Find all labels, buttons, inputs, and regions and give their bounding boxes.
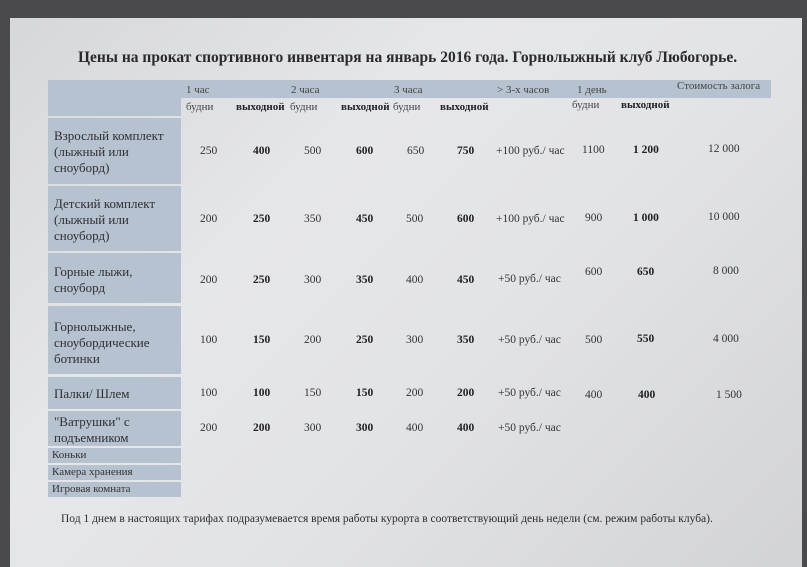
price-cell: +50 руб./ час [498,273,561,285]
daytype-weekend: выходной [621,99,670,111]
price-cell: 150 [304,387,322,399]
price-cell: 400 [457,422,475,434]
price-cell: 100 [200,387,218,399]
price-cell: 300 [304,274,322,286]
item-name: Горные лыжи, сноуборд [54,264,133,295]
price-cell: +50 руб./ час [498,422,561,434]
price-cell: 750 [457,145,475,157]
price-cell: 900 [585,212,603,224]
price-cell: 450 [457,274,475,286]
item-name: Горнолыжные, сноубордические ботинки [54,319,150,366]
deposit-cell: 10 000 [708,211,740,223]
daytype-weekend: выходной [341,101,390,113]
price-cell: 300 [356,422,374,434]
price-cell: 250 [253,213,271,225]
footnote: Под 1 днем в настоящих тарифах подразумевается время работы курорта в соответствующий день недели (см. режим работы клуба). [61,513,713,525]
period-1day: 1 день [577,84,607,96]
price-cell: 150 [356,387,374,399]
deposit-cell: 8 000 [713,265,739,277]
daytype-weekend: выходной [236,101,285,113]
item-name: Взрослый комплект (лыжный или сноуборд) [54,128,164,175]
daytype-weekday: будни [186,101,214,113]
price-cell: 400 [406,274,424,286]
period-deposit: Стоимость залога [677,80,761,92]
item-name: Камера хранения [52,466,133,478]
price-cell: 1 200 [633,144,659,156]
price-cell: 250 [253,274,271,286]
price-cell: 600 [356,145,374,157]
price-cell: 200 [200,213,218,225]
page-title: Цены на прокат спортивного инвентаря на январь 2016 года. Горнолыжный клуб Любогорье. [78,49,738,66]
price-cell: 200 [253,422,271,434]
daytype-weekend: выходной [440,101,489,113]
daytype-weekday: будни [572,99,600,111]
price-cell: +50 руб./ час [498,387,561,399]
price-cell: 1 000 [633,212,659,224]
period-over3h: > 3-х часов [497,84,550,96]
price-cell: 350 [457,334,475,346]
price-cell: 200 [457,387,475,399]
item-name: Игровая комната [52,483,131,495]
price-cell: 200 [304,334,322,346]
price-cell: 500 [406,213,424,225]
item-name: "Ватрушки" с подъемником [54,414,130,445]
item-name: Детский комплект (лыжный или сноуборд) [54,196,156,243]
period-3h: 3 часа [394,84,423,96]
price-cell: 550 [637,333,655,345]
price-cell: 400 [253,145,271,157]
price-cell: 500 [585,334,603,346]
price-cell: 600 [585,266,603,278]
price-cell: 200 [406,387,424,399]
price-cell: 300 [304,422,322,434]
price-cell: 100 [253,387,271,399]
deposit-cell: 12 000 [708,143,740,155]
price-cell: 200 [200,274,218,286]
price-cell: 100 [200,334,218,346]
item-name: Коньки [52,449,87,461]
price-cell: 250 [200,145,218,157]
period-2h: 2 часа [291,84,320,96]
price-cell: +100 руб./ час [496,145,565,157]
price-cell: +100 руб./ час [496,213,565,225]
period-1h: 1 час [186,84,210,96]
price-cell: 650 [637,266,655,278]
price-cell: 500 [304,145,322,157]
price-cell: 450 [356,213,374,225]
price-cell: 400 [638,389,656,401]
item-name: Палки/ Шлем [54,386,130,401]
price-cell: +50 руб./ час [498,334,561,346]
price-cell: 300 [406,334,424,346]
daytype-weekday: будни [290,101,318,113]
price-cell: 250 [356,334,374,346]
price-cell: 200 [200,422,218,434]
price-cell: 350 [304,213,322,225]
price-cell: 400 [585,389,603,401]
price-cell: 400 [406,422,424,434]
price-cell: 1100 [582,144,605,156]
deposit-cell: 1 500 [716,389,742,401]
price-cell: 600 [457,213,475,225]
daytype-weekday: будни [393,101,421,113]
price-cell: 350 [356,274,374,286]
price-cell: 650 [407,145,425,157]
deposit-cell: 4 000 [713,333,739,345]
header-band-bottom [48,98,181,116]
price-cell: 150 [253,334,271,346]
